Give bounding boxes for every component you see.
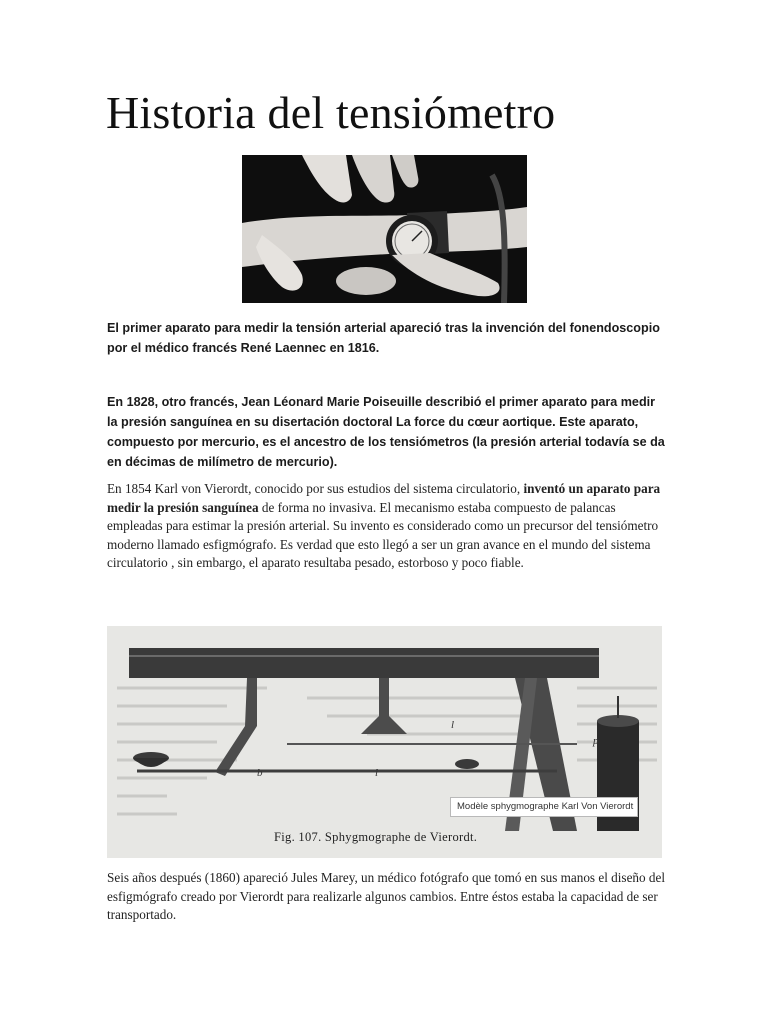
svg-text:l: l bbox=[375, 767, 379, 779]
svg-text:l: l bbox=[451, 719, 455, 731]
page-title: Historia del tensiómetro bbox=[106, 87, 556, 138]
paragraph-marey: Seis años después (1860) apareció Jules Marey, un médico fotógrafo que tomó en sus manos el diseño del esfigmógrafo creado por Vierordt para realizarle algunos cambios. Entre éstos estaba la capacidad de ser transportado. bbox=[107, 870, 666, 922]
sphygmograph-illustration bbox=[107, 626, 662, 858]
image-tooltip: Modèle sphygmographe Karl Von Vierordt bbox=[450, 797, 638, 817]
blood-pressure-photo bbox=[242, 155, 527, 303]
svg-text:p: p bbox=[593, 735, 599, 747]
figure-caption: Fig. 107. Sphygmographe de Vierordt. bbox=[274, 830, 478, 844]
paragraph-vierordt-end: de forma no invasiva. El mecanismo estaba compuesto de palancas empleadas para estimar la presión arterial. Su invento es considerado como un precursor del tensiómetro moderno llamado esfigmógrafo. Es verdad que esto llegó a ser un gran avance en el mundo del sistema circulatorio , sin embargo, el aparato resultaba pesado, estorboso y poco fiable. bbox=[107, 499, 659, 570]
paragraph-vierordt-start: En 1854 Karl von Vierordt, conocido por sus estudios del sistema circulatorio, bbox=[107, 481, 524, 496]
paragraph-poiseuille: En 1828, otro francés, Jean Léonard Marie Poiseuille describió el primer aparato para medir la presión sanguínea en su disertación doctoral La force du cœur aortique. Este aparato, compuesto por mercurio, es el ancestro de los tensiómetros (la presión arterial todavía se da en décimas de milímetro de mercurio). bbox=[107, 395, 665, 469]
paragraph-laennec: El primer aparato para medir la tensión arterial apareció tras la invención del fonendoscopio por el médico francés René Laennec en 1816. bbox=[107, 321, 660, 355]
svg-text:b: b bbox=[257, 767, 263, 779]
paragraph-vierordt bbox=[107, 480, 667, 573]
paragraph-vierordt-bold: inventó un aparato para medir la presión sanguínea bbox=[107, 481, 661, 515]
